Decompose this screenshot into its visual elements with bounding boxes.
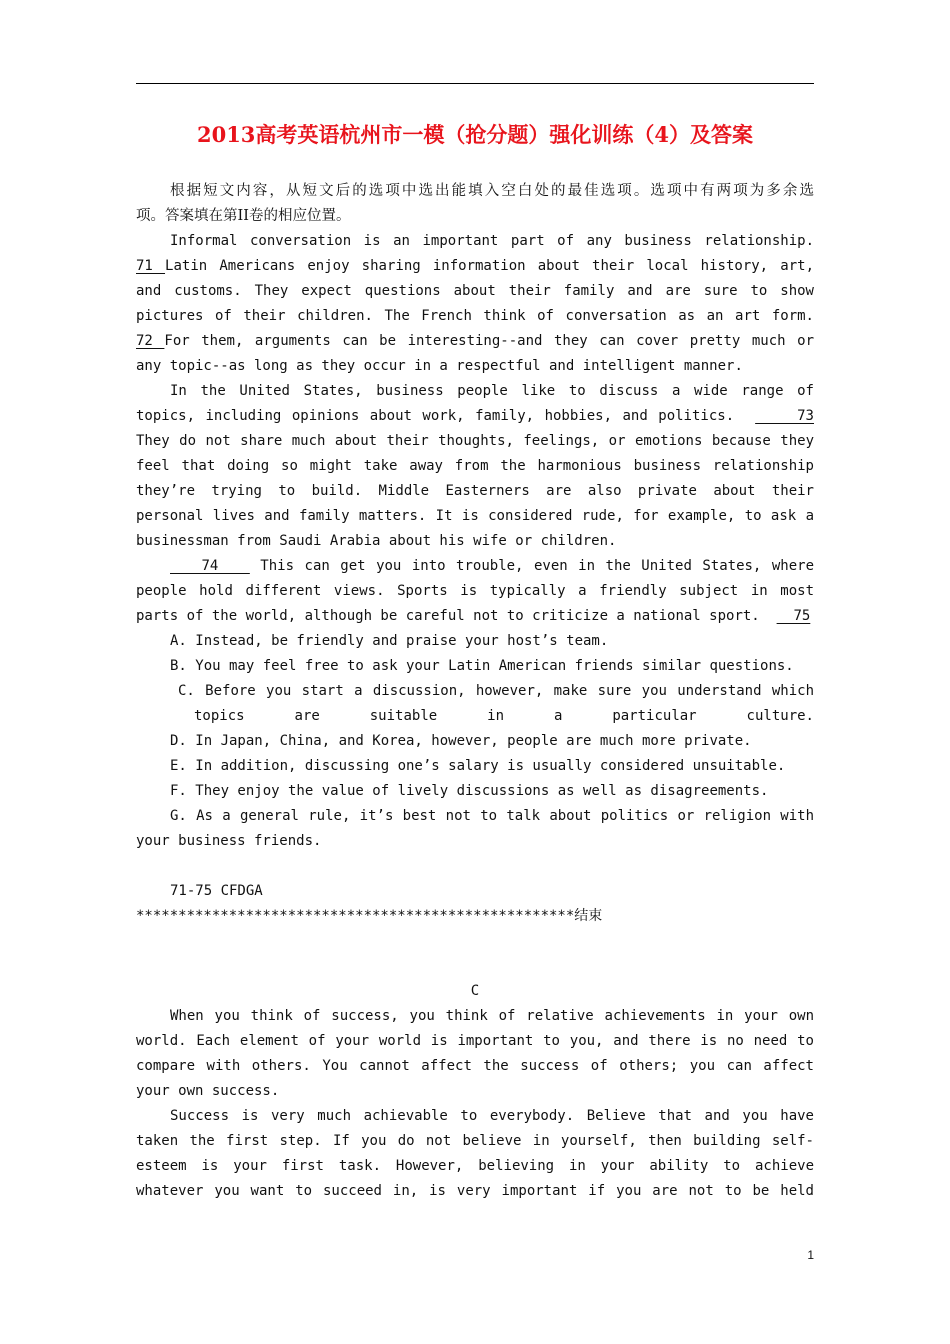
instructions-line-1: 根据短文内容，从短文后的选项中选出能填入空白处的最佳选项。选项中有两项为多余选 [170, 183, 814, 199]
passage-line: personal lives and family matters. It is considered rude, for example, to ask a [136, 508, 814, 524]
section-c-line: your own success. [136, 1083, 280, 1099]
passage-line: pictures of their children. The French think of conversation as an art form. [136, 308, 814, 324]
page-number: 1 [807, 1248, 814, 1262]
passage-line: feel that doing so might take away from the harmonious business relationship [136, 458, 814, 474]
passage-line: people hold different views. Sports is typically a friendly subject in most [136, 583, 814, 599]
answer-key: 71-75 CFDGA [170, 883, 263, 899]
passage-line: parts of the world, although be careful not to criticize a national sport. 75 [136, 608, 811, 624]
end-marker: ****************************************************结束 [136, 908, 603, 924]
blank-73: 73 [755, 408, 814, 424]
passage-line: They do not share much about their thoughts, feelings, or emotions because they [136, 433, 814, 449]
section-c-line: Success is very much achievable to everybody. Believe that and you have [170, 1108, 814, 1124]
option-g: G. As a general rule, it’s best not to talk about politics or religion with [170, 808, 814, 824]
blank-75: 75 [776, 608, 811, 624]
option-g-continued: your business friends. [136, 833, 322, 849]
section-c-line: compare with others. You cannot affect the success of others; you can affect [136, 1058, 814, 1074]
option-b: B. You may feel free to ask your Latin American friends similar questions. [170, 658, 794, 674]
section-c-line: whatever you want to succeed in, is very important if you are not to be held [136, 1183, 814, 1199]
blank-74: 74 [170, 558, 250, 574]
section-c-heading: C [470, 983, 480, 999]
document-body [136, 179, 814, 1204]
document-title: 2013高考英语杭州市一模（抢分题）强化训练（4）及答案 [196, 122, 754, 147]
passage-line: In the United States, business people like to discuss a wide range of [170, 383, 814, 399]
spacer [136, 854, 814, 879]
option-c-continued: topics are suitable in a particular culture. [194, 708, 814, 724]
passage-line: topics, including opinions about work, family, hobbies, and politics. 73 [136, 408, 814, 424]
blank-72: 72 [136, 333, 165, 349]
option-c: C. Before you start a discussion, however, make sure you understand which [178, 683, 814, 699]
section-c-line: When you think of success, you think of relative achievements in your own [170, 1008, 814, 1024]
section-c-line: esteem is your first task. However, believing in your ability to achieve [136, 1158, 814, 1174]
section-c-line: taken the first step. If you do not believe in yourself, then building self- [136, 1133, 814, 1149]
passage-line: 71 Latin Americans enjoy sharing information about their local history, art, [136, 258, 814, 274]
passage-line: and customs. They expect questions about their family and are sure to show [136, 283, 814, 299]
spacer [136, 954, 814, 979]
passage-line: Informal conversation is an important part of any business relationship. [170, 233, 814, 249]
passage-line: businessman from Saudi Arabia about his wife or children. [136, 533, 617, 549]
passage-line: any topic--as long as they occur in a respectful and intelligent manner. [136, 358, 743, 374]
header-rule [136, 83, 814, 84]
passage-line: they’re trying to build. Middle Easterners are also private about their [136, 483, 814, 499]
passage-line: 74 This can get you into trouble, even in the United States, where [170, 558, 814, 574]
blank-71: 71 [136, 258, 166, 274]
section-c-line: world. Each element of your world is important to you, and there is no need to [136, 1033, 814, 1049]
option-f: F. They enjoy the value of lively discussions as well as disagreements. [170, 783, 769, 799]
option-e: E. In addition, discussing one’s salary is usually considered unsuitable. [170, 758, 786, 774]
instructions-line-2: 项。答案填在第II卷的相应位置。 [136, 208, 351, 224]
option-d: D. In Japan, China, and Korea, however, people are much more private. [170, 733, 752, 749]
passage-line: 72 For them, arguments can be interesting--and they can cover pretty much or [136, 333, 814, 349]
option-a: A. Instead, be friendly and praise your host’s team. [170, 633, 609, 649]
spacer [136, 929, 814, 954]
